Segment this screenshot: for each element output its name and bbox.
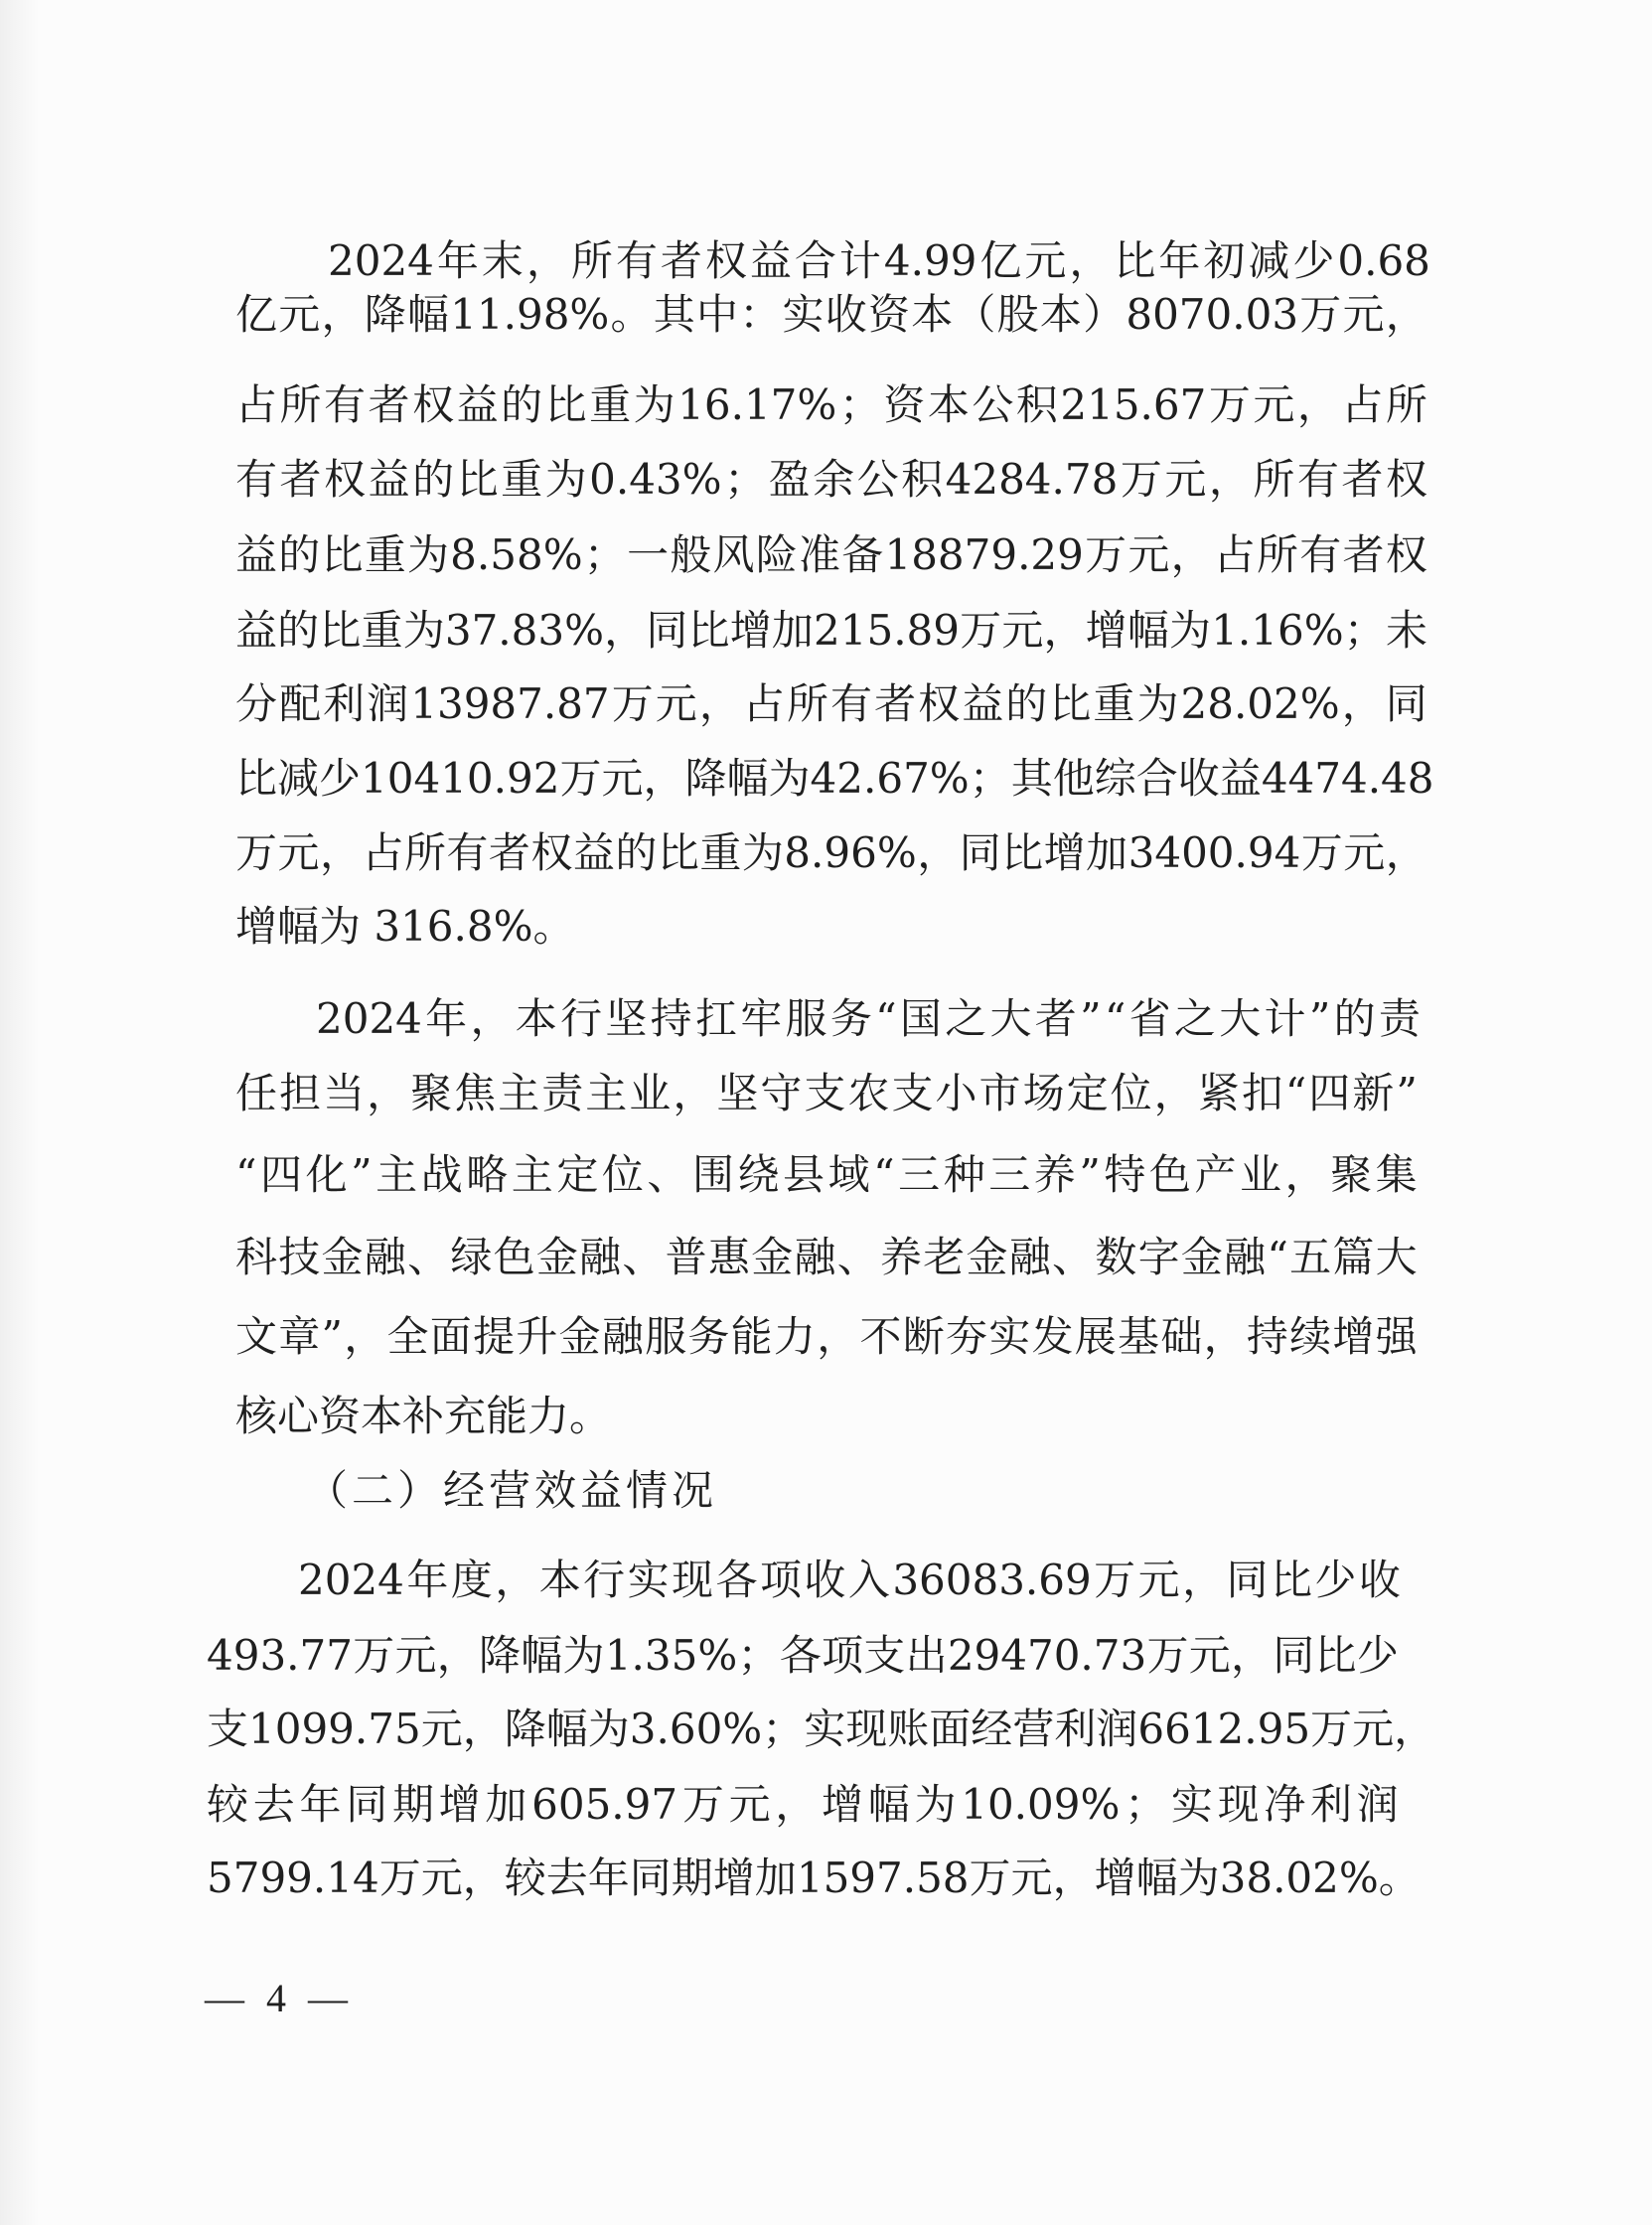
paragraph-line: 分 配 利 润 13987.87 万 元 ， 占 所 有 者 权 益 的 比 重 为 28.02% ， 同 [235,679,1427,728]
paragraph-line: 益 的 比 重 为 8.58% ； 一 般 风 险 准 备 18879.29 万 元 ， 占 所 有 者 权 [235,530,1427,579]
paragraph-line: 任 担 当 ， 聚 焦 主 责 主 业 ， 坚 守 支 农 支 小 市 场 定 位 ， 紧 扣 “ 四 新 ” [235,1069,1418,1117]
paragraph-line: 较 去 年 同 期 增 加 605.97 万 元 ， 增 幅 为 10.09% ； 实 现 净 利 润 [207,1780,1399,1829]
section-heading: （二）经营效益情况 [306,1466,718,1515]
paragraph-line: 万 元 ， 占 所 有 者 权 益 的 比 重 为 8.96% ， 同 比 增 加 3400.94 万 元 ， [235,828,1427,877]
paragraph-line: “ 四 化 ” 主 战 略 主 定 位 、 围 绕 县 域 “ 三 种 三 养 ” 特 色 产 业 ， 聚 集 [235,1150,1418,1199]
paragraph-line: 493.77 万 元 ， 降 幅 为 1.35% ； 各 项 支 出 29470.73 万 元 ， 同 比 少 [207,1631,1399,1680]
paragraph-line: 占 所 有 者 权 益 的 比 重 为 16.17% ； 资 本 公 积 215.67 万 元 ， 占 所 [235,380,1427,429]
paragraph-line: 支 1099.75 元 ， 降 幅 为 3.60% ； 实 现 账 面 经 营 利 润 6612.95 万 元 ， [207,1705,1436,1753]
paragraph-line: 2024 年 末 ， 所 有 者 权 益 合 计 4.99 亿 元 ， 比 年 初 减 少 0.68 [328,236,1430,285]
paragraph-line: 比 减 少 10410.92 万 元 ， 降 幅 为 42.67% ； 其 他 综 合 收 益 4474.48 [235,754,1434,803]
paragraph-line: 5799.14 万 元 ， 较 去 年 同 期 增 加 1597.58 万 元 ， 增 幅 为 38.02% 。 [207,1854,1421,1902]
paragraph-line: 科 技 金 融 、 绿 色 金 融 、 普 惠 金 融 、 养 老 金 融 、 数 字 金 融 “ 五 篇 大 [235,1233,1418,1281]
paragraph-line: 益 的 比 重 为 37.83% ， 同 比 增 加 215.89 万 元 ， 增 幅 为 1.16% ； 未 [235,606,1427,655]
paragraph-line: 2024 年 度 ， 本 行 实 现 各 项 收 入 36083.69 万 元 ， 同 比 少 收 [298,1556,1401,1604]
paragraph-line: 核心资本补充能力。 [235,1392,612,1440]
paragraph-line: 有 者 权 益 的 比 重 为 0.43% ； 盈 余 公 积 4284.78 万 元 ， 所 有 者 权 [235,455,1427,504]
page-number: — 4 — [205,1976,354,2020]
paragraph-line: 2024 年 ， 本 行 坚 持 扛 牢 服 务 “ 国 之 大 者 ” “ 省 之 大 计 ” 的 责 [316,994,1421,1043]
paragraph-line: 亿 元 ， 降 幅 11.98% 。 其 中 ： 实 收 资 本 （ 股 本 ） 8070.03 万 元 ， [235,290,1427,339]
paragraph-line: 文 章 ” ， 全 面 提 升 金 融 服 务 能 力 ， 不 断 夯 实 发 展 基 础 ， 持 续 增 强 [235,1312,1418,1361]
paragraph-line: 增幅为 316.8%。 [235,902,575,951]
